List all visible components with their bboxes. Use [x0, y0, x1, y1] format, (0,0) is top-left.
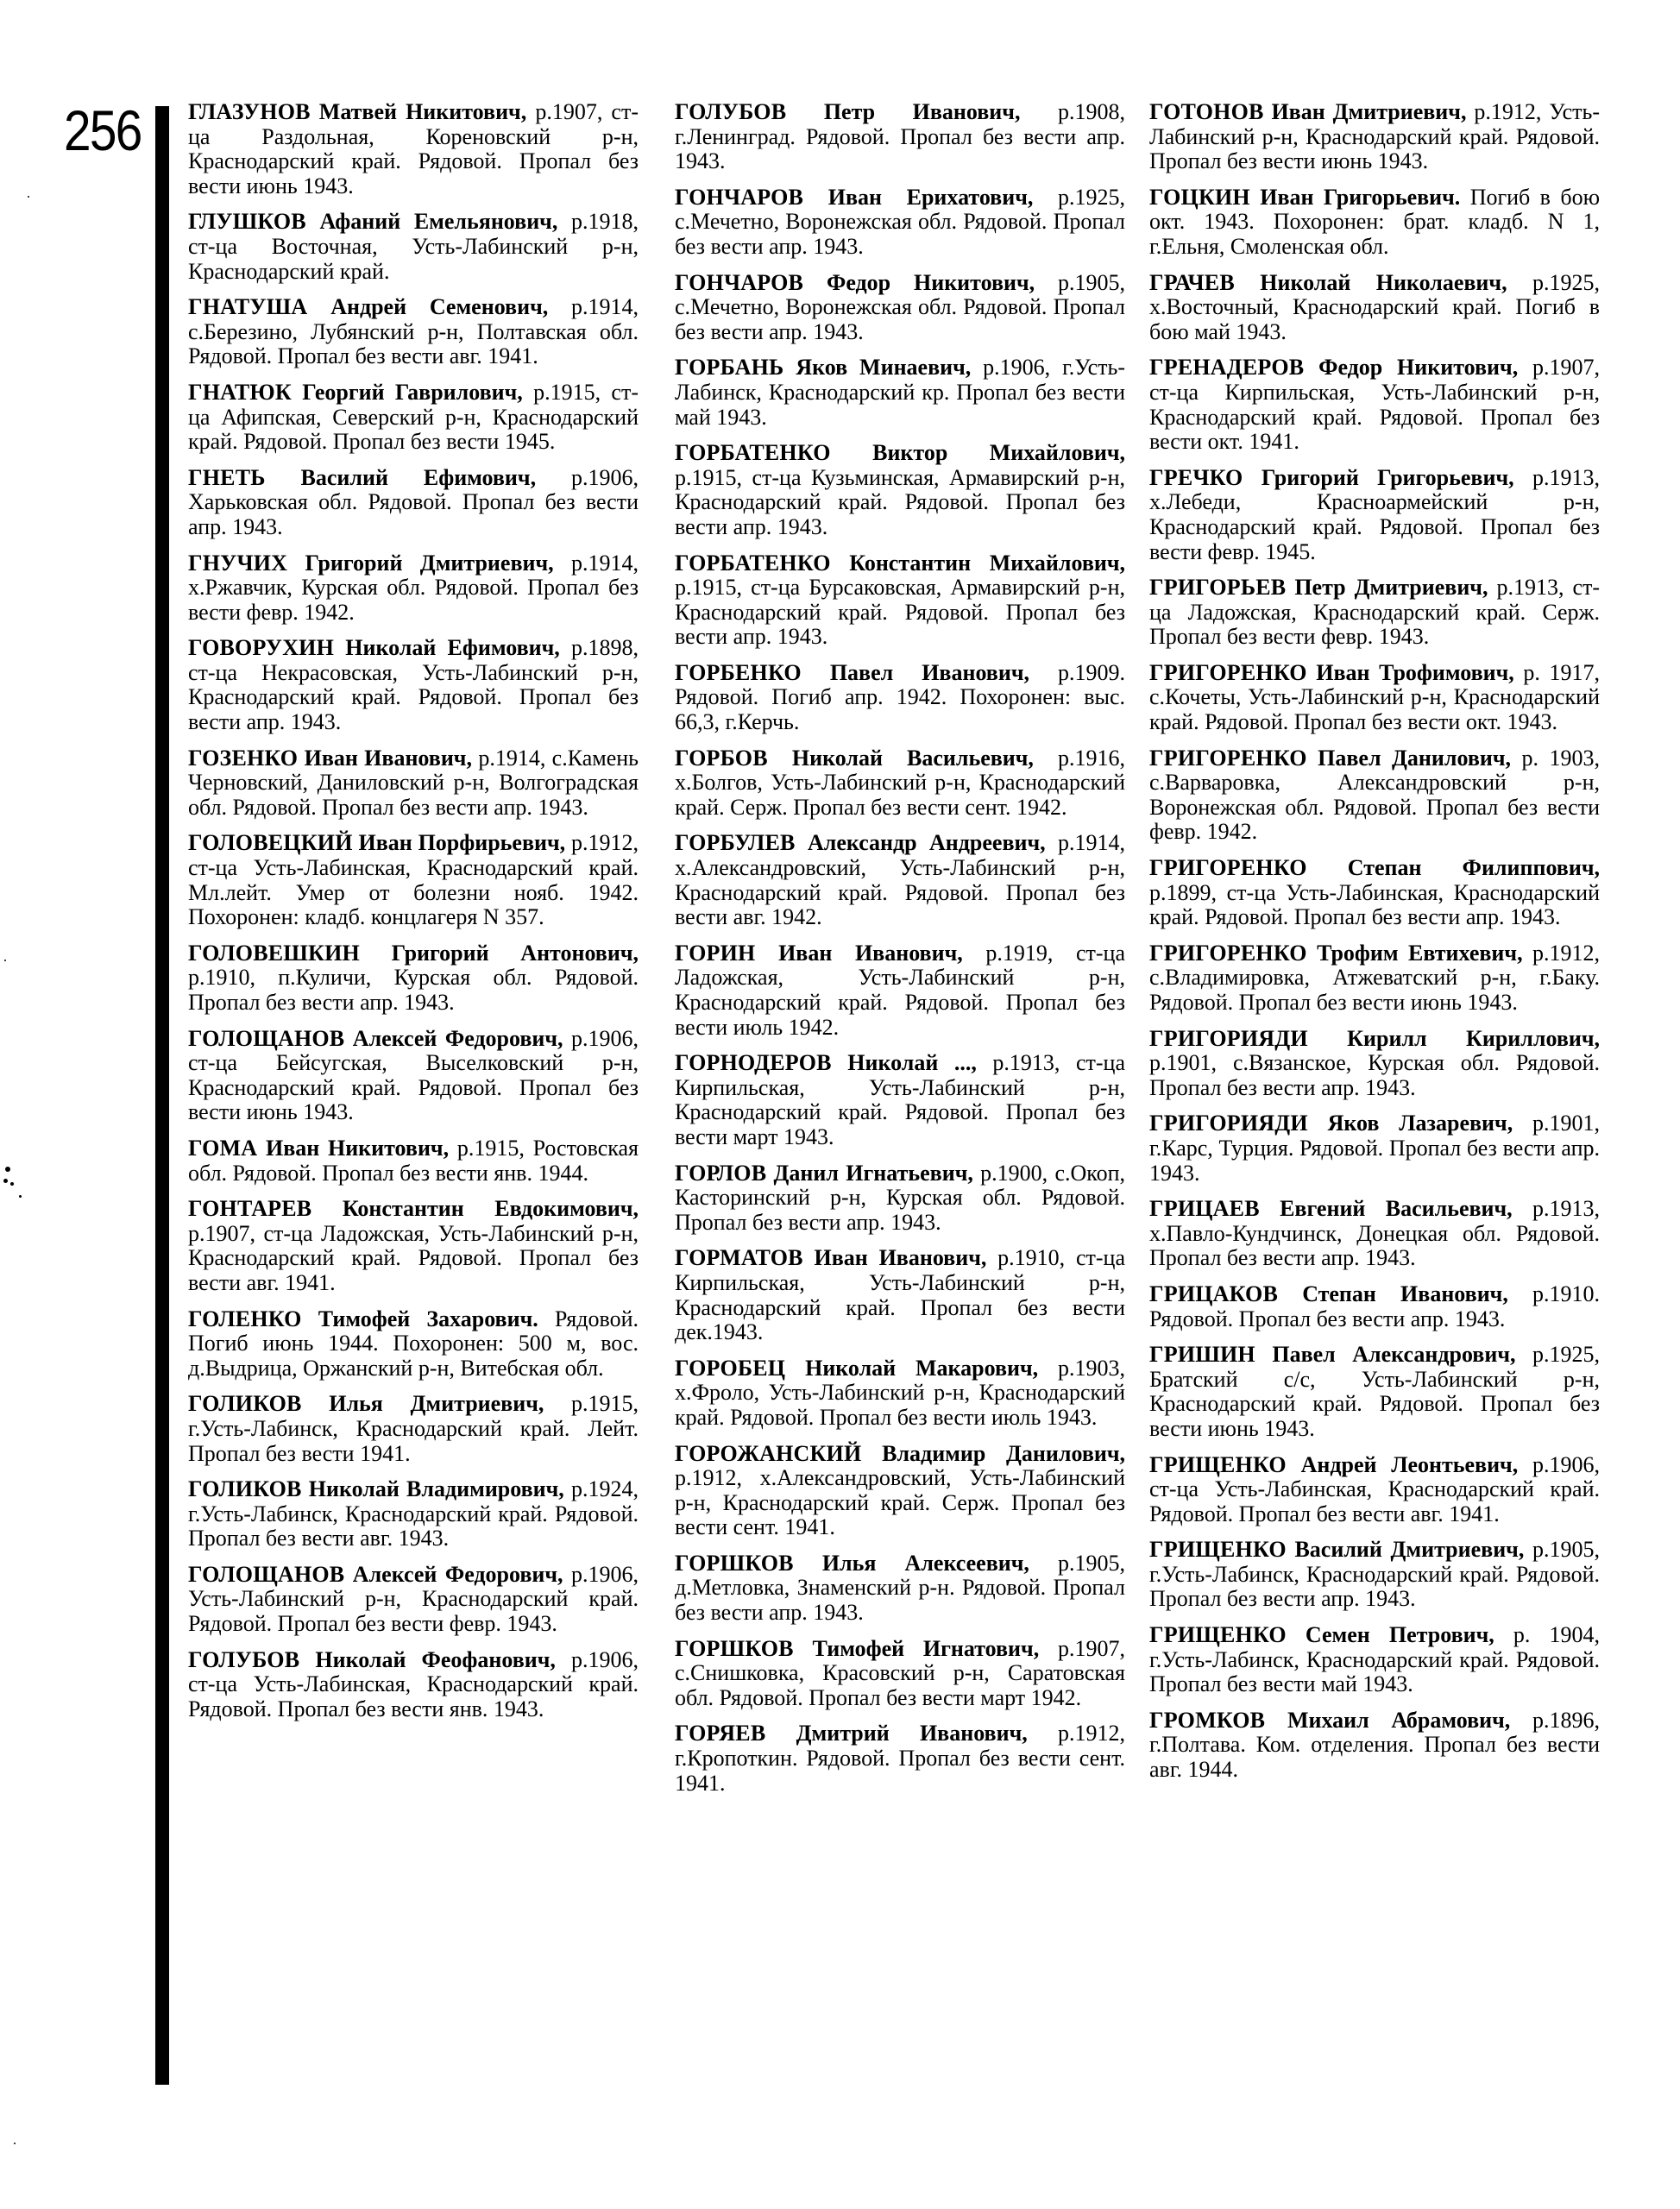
entry-given-names: Илья Дмитриевич, — [329, 1391, 544, 1417]
page-number: 256 — [64, 98, 142, 162]
entry-details: Рядовой. Погиб июнь 1944. Похоронен: 500 м, вос. д.Выдрица, Оржанский р-н, Витебская обл. — [188, 1306, 639, 1381]
person-entry — [675, 1551, 1125, 1626]
entry-given-names: Афаний Емельянович, — [319, 209, 558, 235]
entry-details: р.1912, г.Кропоткин. Рядовой. Пропал без вести сент. 1941. — [675, 1721, 1125, 1796]
entry-given-names: Константин Михайлович, — [849, 550, 1125, 576]
person-entry — [675, 941, 1125, 1040]
entry-details: р.1908, г.Ленинград. Рядовой. Пропал без вести апр. 1943. — [675, 99, 1125, 174]
entry-given-names: Алексей Федорович, — [352, 1025, 563, 1051]
entry-surname: ГРАЧЕВ — [1149, 269, 1235, 295]
entry-details: р.1906, Усть-Лабинский р-н, Краснодарский край. Рядовой. Пропал без вести февр. 1943. — [188, 1561, 639, 1637]
entry-given-names: Николай Владимирович, — [308, 1476, 564, 1502]
entry-details: р.1912, с.Владимировка, Атжеватский р-н, г.Баку. Рядовой. Пропал без вести июнь 1943. — [1149, 940, 1601, 1015]
entry-details: р.1906, ст-ца Усть-Лабинская, Краснодарский край. Рядовой. Пропал без вести янв. 1943. — [188, 1646, 639, 1721]
scan-speck — [5, 1167, 10, 1172]
entry-details: р.1910, п.Куличи, Курская обл. Рядовой. Пропал без вести апр. 1943. — [188, 965, 639, 1015]
person-entry — [675, 661, 1125, 735]
entry-given-names: Андрей Семенович, — [330, 294, 549, 320]
entry-given-names: Яков Минаевич, — [796, 355, 972, 381]
entry-surname: ГОРБАТЕНКО — [675, 440, 831, 466]
entry-given-names: Иван Иванович, — [778, 940, 963, 966]
entry-given-names: Иван Трофимович, — [1316, 659, 1514, 685]
person-entry — [188, 1197, 639, 1295]
person-entry — [675, 1721, 1125, 1796]
entry-given-names: Николай ..., — [847, 1050, 977, 1076]
entry-details: р.1910. Рядовой. Пропал без вести апр. 1943. — [1149, 1281, 1600, 1331]
entry-surname: ГОРЛОВ — [675, 1160, 767, 1186]
column-2 — [675, 100, 1125, 1807]
person-entry — [188, 1392, 639, 1466]
entry-given-names: Матвей Никитович, — [318, 99, 527, 124]
entry-surname: ГОРИН — [675, 940, 756, 966]
entry-details: р.1913, х.Павло-Кундчинск, Донецкая обл. Рядовой. Пропал без вести апр. 1943. — [1149, 1196, 1601, 1271]
entry-details: р.1915, г.Усть-Лабинск, Краснодарский край. Лейт. Пропал без вести 1941. — [188, 1391, 639, 1466]
entry-given-names: Петр Иванович, — [823, 99, 1021, 124]
entry-surname: ГРИЦАКОВ — [1149, 1281, 1279, 1306]
entry-surname: ГРИГОРЕНКО — [1149, 659, 1307, 685]
entry-details: р.1913, ст-ца Кирпильская, Усть-Лабинский р-н, Краснодарский край. Рядовой. Пропал без вести март 1943. — [675, 1050, 1125, 1149]
entry-surname: ГОЛОВЕШКИН — [188, 940, 360, 966]
scan-speck — [28, 196, 29, 198]
entry-details: Погиб в бою окт. 1943. Похоронен: брат. кладб. N 1, г.Ельня, Смоленская обл. — [1149, 184, 1600, 259]
entry-details: р.1907, ст-ца Раздольная, Кореновский р-н, Краснодарский край. Рядовой. Пропал без вести июнь 1943. — [188, 99, 639, 198]
person-entry — [1149, 356, 1600, 454]
scan-speck — [10, 1182, 14, 1186]
entry-details: р.1900, с.Окоп, Касторинский р-н, Курская обл. Рядовой. Пропал без вести апр. 1943. — [675, 1160, 1125, 1235]
entry-given-names: Иван Иванович, — [304, 745, 472, 771]
entry-surname: ГОЛОЩАНОВ — [188, 1025, 345, 1051]
entry-surname: ГРИГОРЬЕВ — [1149, 575, 1287, 601]
entry-surname: ГОВОРУХИН — [188, 635, 335, 661]
entry-details: р.1906, ст-ца Усть-Лабинская, Краснодарский край. Рядовой. Пропал без вести авг. 1941. — [1149, 1451, 1600, 1526]
entry-surname: ГРИЩЕНКО — [1149, 1537, 1287, 1563]
person-entry — [675, 100, 1125, 174]
entry-details: р.1914, с.Березино, Лубянский р-н, Полтавская обл. Рядовой. Пропал без вести авг. 1941. — [188, 294, 639, 369]
entry-given-names: Григорий Дмитриевич, — [305, 550, 554, 576]
entry-details: р.1925, х.Восточный, Краснодарский край. Погиб в бою май 1943. — [1149, 269, 1600, 344]
entry-given-names: Константин Евдокимович, — [342, 1196, 639, 1222]
entry-details: р.1913, х.Лебеди, Красноармейский р-н, Краснодарский край. Рядовой. Пропал без вести февр. 1945. — [1149, 464, 1601, 564]
entry-surname: ГОТОНОВ — [1149, 99, 1264, 124]
entry-given-names: Василий Ефимович, — [300, 464, 537, 490]
entry-given-names: Трофим Евтихевич, — [1317, 940, 1523, 966]
person-entry — [1149, 856, 1600, 930]
entry-details: р.1905, д.Метловка, Знаменский р-н. Рядовой. Пропал без вести апр. 1943. — [675, 1550, 1125, 1626]
entry-details: р.1913, ст-ца Ладожская, Краснодарский край. Серж. Пропал без вести февр. 1943. — [1149, 575, 1601, 650]
person-entry — [675, 1356, 1125, 1431]
entry-given-names: Семен Петрович, — [1305, 1622, 1494, 1648]
entry-surname: ГРЕЧКО — [1149, 464, 1243, 490]
entry-surname: ГОРБЕНКО — [675, 659, 802, 685]
entry-given-names: Алексей Федорович, — [352, 1561, 563, 1587]
entry-details: р.1907, с.Снишковка, Красовский р-н, Саратовская обл. Рядовой. Пропал без вести март 1942. — [675, 1635, 1126, 1710]
entry-surname: ГОМА — [188, 1135, 258, 1161]
entry-details: р.1925, Братский с/с, Усть-Лабинский р-н, Краснодарский край. Рядовой. Пропал без вести июнь 1943. — [1149, 1342, 1601, 1441]
scan-speck — [19, 1195, 22, 1198]
person-entry — [188, 381, 639, 455]
entry-details: р.1914, х.Александровский, Усть-Лабинский р-н, Краснодарский край. Рядовой. Пропал без вести авг. 1942. — [675, 830, 1125, 930]
entry-details: р.1916, х.Болгов, Усть-Лабинский р-н, Краснодарский край. Серж. Пропал без вести сент. 1942. — [675, 745, 1125, 820]
person-entry — [1149, 1538, 1600, 1612]
entry-details: р.1907, ст-ца Кирпильская, Усть-Лабинский р-н, Краснодарский край. Рядовой. Пропал без вести окт. 1941. — [1149, 355, 1601, 455]
entry-details: р.1915, Ростовская обл. Рядовой. Пропал без вести янв. 1944. — [188, 1135, 639, 1186]
entry-details: р.1903, х.Фроло, Усть-Лабинский р-н, Краснодарский край. Рядовой. Пропал без вести июль 1943. — [675, 1355, 1125, 1430]
person-entry — [188, 1477, 639, 1551]
entry-details: р.1912, ст-ца Усть-Лабинская, Краснодарский край. Мл.лейт. Умер от болезни нояб. 1942. Похоронен: кладб. концлагеря N 357. — [188, 830, 639, 930]
entry-given-names: Илья Алексеевич, — [821, 1550, 1029, 1576]
person-entry — [188, 210, 639, 284]
entry-given-names: Владимир Данилович, — [882, 1440, 1126, 1466]
entry-given-names: Георгий Гаврилович, — [302, 379, 523, 405]
person-entry — [188, 295, 639, 369]
entry-surname: ГРИГОРИЯДИ — [1149, 1111, 1308, 1136]
entry-given-names: Павел Данилович, — [1318, 745, 1512, 771]
entry-given-names: Степан Иванович, — [1302, 1281, 1508, 1306]
entry-given-names: Николай Феофанович, — [315, 1646, 556, 1672]
person-entry — [675, 1637, 1125, 1711]
entry-surname: ГОРБАНЬ — [675, 355, 784, 381]
entry-details: р.1915, ст-ца Бурсаковская, Армавирский р-н, Краснодарский край. Рядовой. Пропал без вести апр. 1943. — [675, 575, 1125, 650]
person-entry — [1149, 1282, 1600, 1331]
entry-details: р.1905, г.Усть-Лабинск, Краснодарский край. Рядовой. Пропал без вести апр. 1943. — [1149, 1537, 1601, 1612]
entry-given-names: Николай Макарович, — [805, 1355, 1039, 1381]
person-entry — [1149, 1343, 1600, 1441]
entry-surname: ГОРШКОВ — [675, 1635, 794, 1661]
entry-surname: ГОЛОВЕЦКИЙ — [188, 830, 353, 856]
entry-surname: ГНУЧИХ — [188, 550, 288, 576]
person-entry — [188, 941, 639, 1016]
entry-surname: ГОЛИКОВ — [188, 1476, 302, 1502]
person-entry — [675, 1246, 1125, 1344]
person-entry — [1149, 941, 1600, 1016]
entry-surname: ГРИГОРИЯДИ — [1149, 1025, 1308, 1051]
entry-given-names: Андрей Леонтьевич, — [1300, 1451, 1519, 1477]
entry-details: р.1910, ст-ца Кирпильская, Усть-Лабинский р-н, Краснодарский край. Пропал без вести дек.1943. — [675, 1245, 1125, 1345]
entry-given-names: Федор Никитович, — [1318, 355, 1519, 381]
entry-given-names: Иван Дмитриевич, — [1271, 99, 1467, 124]
entry-given-names: Василий Дмитриевич, — [1294, 1537, 1525, 1563]
entry-surname: ГНАТУША — [188, 294, 308, 320]
person-entry — [1149, 100, 1600, 174]
entry-given-names: Иван Ерихатович, — [827, 184, 1034, 210]
entry-given-names: Федор Никитович, — [826, 269, 1035, 295]
person-entry — [1149, 271, 1600, 345]
entry-surname: ГЛУШКОВ — [188, 209, 306, 235]
entry-details: р.1925, с.Мечетно, Воронежская обл. Рядовой. Пропал без вести апр. 1943. — [675, 184, 1126, 259]
person-entry — [675, 746, 1125, 821]
person-entry — [675, 186, 1125, 260]
person-entry — [188, 1027, 639, 1125]
entry-surname: ГОРМАТОВ — [675, 1245, 803, 1271]
person-entry — [188, 1648, 639, 1722]
entry-details: р.1912, х.Александровский, Усть-Лабинский р-н, Краснодарский край. Серж. Пропал без вести сент. 1941. — [675, 1465, 1125, 1540]
entry-details: р.1915, ст-ца Афипская, Северский р-н, Краснодарский край. Рядовой. Пропал без вести 1945. — [188, 379, 639, 455]
entry-given-names: Степан Филиппович, — [1347, 855, 1600, 881]
entry-details: р.1915, ст-ца Кузьминская, Армавирский р-н, Краснодарский край. Рядовой. Пропал без вести апр. 1943. — [675, 464, 1125, 539]
entry-surname: ГРИГОРЕНКО — [1149, 940, 1307, 966]
entry-surname: ГОРНОДЕРОВ — [675, 1050, 832, 1076]
entry-surname: ГОРБАТЕНКО — [675, 550, 831, 576]
entry-given-names: Яков Лазаревич, — [1327, 1111, 1513, 1136]
person-entry — [675, 271, 1125, 345]
entry-details: р.1906, г.Усть-Лабинск, Краснодарский кр. Пропал без вести май 1943. — [675, 355, 1126, 430]
entry-surname: ГЛАЗУНОВ — [188, 99, 311, 124]
person-entry — [188, 551, 639, 626]
person-entry — [1149, 1709, 1600, 1783]
person-entry — [1149, 661, 1600, 735]
entry-given-names: Александр Андреевич, — [807, 830, 1046, 856]
person-entry — [188, 100, 639, 198]
person-entry — [1149, 1111, 1600, 1186]
entry-surname: ГОЗЕНКО — [188, 745, 299, 771]
entry-details: р.1914, с.Камень Черновский, Даниловский р-н, Волгоградская обл. Рядовой. Пропал без вести апр. 1943. — [188, 745, 639, 820]
person-entry — [188, 831, 639, 929]
entry-surname: ГОЛИКОВ — [188, 1391, 302, 1417]
entry-surname: ГРИГОРЕНКО — [1149, 745, 1307, 771]
entry-surname: ГРОМКОВ — [1149, 1707, 1266, 1733]
scan-speck — [4, 960, 6, 961]
person-entry — [1149, 186, 1600, 260]
person-entry — [675, 441, 1125, 539]
entry-details: р.1906, Харьковская обл. Рядовой. Пропал без вести апр. 1943. — [188, 464, 639, 539]
entry-surname: ГОРОЖАНСКИЙ — [675, 1440, 862, 1466]
entry-surname: ГОРОБЕЦ — [675, 1355, 786, 1381]
person-entry — [188, 1563, 639, 1637]
entry-surname: ГРИГОРЕНКО — [1149, 855, 1307, 881]
entry-given-names: Николай Николаевич, — [1260, 269, 1507, 295]
entry-given-names: Иван Никитович, — [265, 1135, 450, 1161]
entry-surname: ГРЕНАДЕРОВ — [1149, 355, 1305, 381]
person-entry — [188, 1307, 639, 1381]
person-entry — [1149, 1453, 1600, 1527]
entry-details: р.1901, с.Вязанское, Курская обл. Рядовой. Пропал без вести апр. 1943. — [1149, 1050, 1600, 1100]
entry-surname: ГОРШКОВ — [675, 1550, 794, 1576]
person-entry — [1149, 466, 1600, 564]
entry-surname: ГОРЯЕВ — [675, 1721, 766, 1746]
entry-given-names: Григорий Антонович, — [391, 940, 639, 966]
entry-details: р.1912, Усть-Лабинский р-н, Краснодарский край. Рядовой. Пропал без вести июнь 1943. — [1149, 99, 1600, 174]
entry-surname: ГНЕТЬ — [188, 464, 266, 490]
entry-details: р. 1917, с.Кочеты, Усть-Лабинский р-н, Краснодарский край. Рядовой. Пропал без вести окт. 1943. — [1149, 659, 1601, 735]
entry-given-names: Михаил Абрамович, — [1287, 1707, 1511, 1733]
entry-surname: ГОНЧАРОВ — [675, 184, 804, 210]
entry-surname: ГРИЩЕНКО — [1149, 1622, 1287, 1648]
entry-given-names: Павел Иванович, — [829, 659, 1029, 685]
entry-surname: ГОЛУБОВ — [188, 1646, 300, 1672]
entry-given-names: Иван Григорьевич. — [1260, 184, 1461, 210]
entry-details: р.1918, ст-ца Восточная, Усть-Лабинский р-н, Краснодарский край. — [188, 209, 639, 284]
person-entry — [188, 636, 639, 734]
person-entry — [188, 746, 639, 821]
column-3 — [1149, 100, 1600, 1794]
person-entry — [675, 1161, 1125, 1236]
entry-surname: ГРИШИН — [1149, 1342, 1255, 1368]
person-entry — [675, 551, 1125, 650]
entry-surname: ГОЛОЩАНОВ — [188, 1561, 345, 1587]
entry-given-names: Николай Ефимович, — [345, 635, 560, 661]
entry-details: р.1924, г.Усть-Лабинск, Краснодарский край. Рядовой. Пропал без вести авг. 1943. — [188, 1476, 639, 1551]
scan-speck — [14, 2143, 16, 2144]
person-entry — [675, 356, 1125, 430]
entry-details: р.1907, ст-ца Ладожская, Усть-Лабинский р-н, Краснодарский край. Рядовой. Пропал без вести авг. 1941. — [188, 1220, 639, 1295]
entry-given-names: Николай Васильевич, — [791, 745, 1034, 771]
entry-given-names: Евгений Васильевич, — [1280, 1196, 1513, 1222]
entry-surname: ГОЦКИН — [1149, 184, 1250, 210]
entry-details: р.1909. Рядовой. Погиб апр. 1942. Похоронен: выс. 66,3, г.Керчь. — [675, 659, 1126, 735]
entry-given-names: Иван Иванович, — [814, 1245, 987, 1271]
person-entry — [1149, 1623, 1600, 1697]
entry-surname: ГОЛУБОВ — [675, 99, 787, 124]
entry-surname: ГРИЦАЕВ — [1149, 1196, 1260, 1222]
entry-given-names: Григорий Григорьевич, — [1261, 464, 1514, 490]
person-entry — [1149, 746, 1600, 845]
person-entry — [1149, 1197, 1600, 1271]
entry-given-names: Дмитрий Иванович, — [796, 1721, 1028, 1746]
entry-given-names: Павел Александрович, — [1272, 1342, 1516, 1368]
entry-surname: ГОНТАРЕВ — [188, 1196, 312, 1222]
entry-surname: ГРИЩЕНКО — [1149, 1451, 1287, 1477]
entry-given-names: Виктор Михайлович, — [872, 440, 1125, 466]
person-entry — [1149, 1027, 1600, 1101]
entry-given-names: Иван Порфирьевич, — [358, 830, 566, 856]
entry-details: р.1919, ст-ца Ладожская, Усть-Лабинский р-н, Краснодарский край. Рядовой. Пропал без вести июль 1942. — [675, 940, 1125, 1040]
entry-details: р.1906, ст-ца Бейсугская, Выселковский р-н, Краснодарский край. Рядовой. Пропал без вести июнь 1943. — [188, 1025, 639, 1125]
person-entry — [675, 831, 1125, 929]
entry-details: р.1899, ст-ца Усть-Лабинская, Краснодарский край. Рядовой. Пропал без вести апр. 1943. — [1149, 879, 1600, 930]
entry-details: р.1905, с.Мечетно, Воронежская обл. Рядовой. Пропал без вести апр. 1943. — [675, 269, 1126, 344]
entry-surname: ГОЛЕНКО — [188, 1306, 302, 1331]
entry-surname: ГНАТЮК — [188, 379, 292, 405]
entry-details: р.1901, г.Карс, Турция. Рядовой. Пропал без вести апр. 1943. — [1149, 1111, 1601, 1186]
entry-surname: ГОРБОВ — [675, 745, 768, 771]
entry-given-names: Тимофей Захарович. — [318, 1306, 538, 1331]
entry-given-names: Кирилл Кириллович, — [1347, 1025, 1601, 1051]
entry-given-names: Тимофей Игнатович, — [812, 1635, 1040, 1661]
entry-surname: ГОРБУЛЕВ — [675, 830, 796, 856]
person-entry — [188, 466, 639, 540]
entry-given-names: Петр Дмитриевич, — [1294, 575, 1488, 601]
entry-details: р.1914, х.Ржавчик, Курская обл. Рядовой. Пропал без вести февр. 1942. — [188, 550, 639, 625]
entry-surname: ГОНЧАРОВ — [675, 269, 804, 295]
person-entry — [675, 1051, 1125, 1149]
entry-details: р.1896, г.Полтава. Ком. отделения. Пропал без вести авг. 1944. — [1149, 1707, 1600, 1783]
entry-given-names: Данил Игнатьевич, — [773, 1160, 973, 1186]
person-entry — [188, 1136, 639, 1186]
column-1 — [188, 100, 639, 1733]
entry-details: р. 1903, с.Варваровка, Александровский р-н, Воронежская обл. Рядовой. Пропал без вести февр. 1942. — [1149, 745, 1600, 845]
page-margin-rule — [155, 106, 169, 2085]
entry-details: р. 1904, г.Усть-Лабинск, Краснодарский край. Рядовой. Пропал без вести май 1943. — [1149, 1622, 1601, 1697]
person-entry — [675, 1442, 1125, 1540]
scan-speck — [3, 1179, 8, 1183]
person-entry — [1149, 576, 1600, 650]
entry-details: р.1898, ст-ца Некрасовская, Усть-Лабинский р-н, Краснодарский край. Рядовой. Пропал без вести апр. 1943. — [188, 635, 639, 735]
